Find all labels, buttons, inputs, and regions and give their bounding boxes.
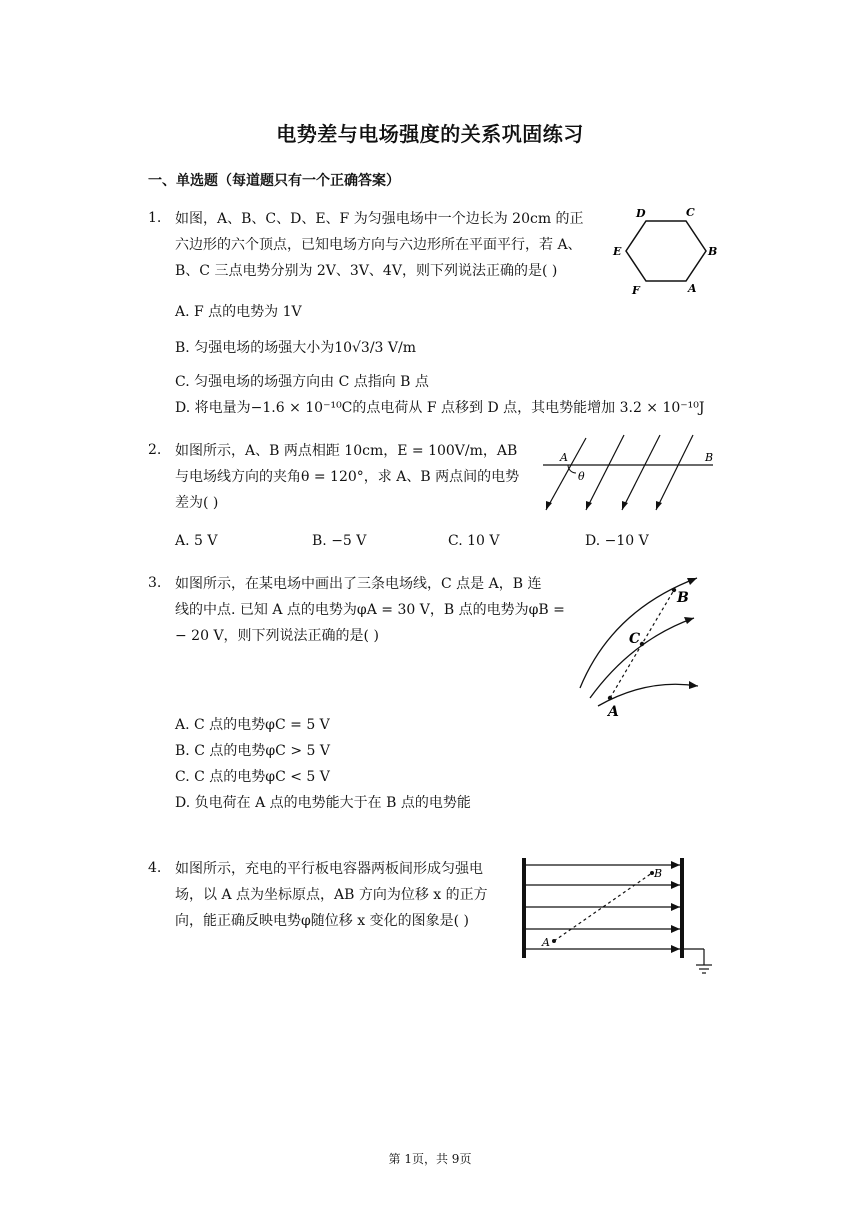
question-2-option-b[interactable]: B. −5 V (312, 533, 367, 549)
question-1-option-c[interactable]: C. 匀强电场的场强方向由 C 点指向 B 点 (175, 374, 429, 390)
page-footer: 第 1页，共 9页 (388, 1152, 472, 1166)
question-4-line: 向，能正确反映电势φ随位移 x 变化的图象是( ) (175, 913, 469, 929)
question-3-line: 线的中点. 已知 A 点的电势为φA = 30 V，B 点的电势为φB = (175, 602, 565, 618)
fig3-label-a: A (608, 704, 619, 720)
curved-field-figure (572, 570, 712, 720)
capacitor-figure (518, 853, 723, 983)
question-1-option-b[interactable]: B. 匀强电场的场强大小为10√3/3 V/m (175, 340, 417, 356)
fig2-label-theta: θ (578, 470, 585, 483)
question-4-number: 4. (148, 860, 162, 876)
question-1-text (175, 206, 584, 284)
question-3-option-a[interactable]: A. C 点的电势φC = 5 V (175, 717, 330, 733)
question-2-line: 差为( ) (175, 495, 219, 511)
hex-label-f: F (632, 284, 640, 297)
question-3-option-d[interactable]: D. 负电荷在 A 点的电势能大于在 B 点的电势能 (175, 795, 471, 811)
question-1-line: B、C 三点电势分别为 2V、3V、4V，则下列说法正确的是( ) (175, 263, 558, 279)
question-3-line: − 20 V，则下列说法正确的是( ) (175, 628, 379, 644)
question-2-option-a[interactable]: A. 5 V (175, 533, 218, 549)
question-2-line: 如图所示，A、B 两点相距 10cm，E = 100V/m，AB (175, 443, 518, 459)
question-4-line: 如图所示，充电的平行板电容器两板间形成匀强电 (175, 861, 483, 877)
question-3-option-c[interactable]: C. C 点的电势φC < 5 V (175, 769, 330, 785)
question-2-option-c[interactable]: C. 10 V (448, 533, 500, 549)
question-3-line: 如图所示，在某电场中画出了三条电场线，C 点是 A，B 连 (175, 576, 542, 592)
page-title: 电势差与电场强度的关系巩固练习 (276, 122, 584, 146)
fig4-label-b: B (654, 867, 663, 880)
question-2-option-d[interactable]: D. −10 V (585, 533, 649, 549)
question-1-option-a[interactable]: A. F 点的电势为 1V (175, 304, 302, 320)
question-1-line: 六边形的六个顶点，已知电场方向与六边形所在平面平行，若 A、 (175, 237, 582, 253)
question-3-option-b[interactable]: B. C 点的电势φC > 5 V (175, 743, 330, 759)
hex-label-c: C (686, 206, 695, 219)
hex-label-d: D (636, 207, 646, 220)
question-2-text (175, 438, 519, 516)
fig3-label-c: C (629, 631, 641, 647)
hex-label-b: B (708, 245, 718, 258)
question-1-option-d[interactable]: D. 将电量为−1.6 × 10⁻¹⁰C的点电荷从 F 点移到 D 点，其电势能增加 3.2 × 10⁻¹⁰J (175, 400, 705, 416)
fig3-label-b: B (677, 590, 689, 606)
fig4-label-a: A (542, 936, 550, 949)
section-heading: 一、单选题（每道题只有一个正确答案） (148, 173, 400, 189)
question-1-number: 1. (148, 210, 162, 226)
fig2-label-b: B (705, 451, 714, 464)
hex-label-e: E (613, 245, 622, 258)
hexagon-figure (608, 205, 723, 297)
question-1-line: 如图，A、B、C、D、E、F 为匀强电场中一个边长为 20cm 的正 (175, 211, 584, 227)
question-3-number: 3. (148, 575, 162, 591)
question-3-text (175, 571, 565, 649)
question-2-number: 2. (148, 442, 162, 458)
fig2-label-a: A (560, 451, 568, 464)
question-2-line: 与电场线方向的夹角θ = 120°，求 A、B 两点间的电势 (175, 469, 520, 485)
field-lines-figure-2 (538, 430, 718, 515)
question-4-text (175, 856, 488, 934)
hex-label-a: A (688, 282, 697, 295)
question-4-line: 场，以 A 点为坐标原点，AB 方向为位移 x 的正方 (175, 887, 488, 903)
